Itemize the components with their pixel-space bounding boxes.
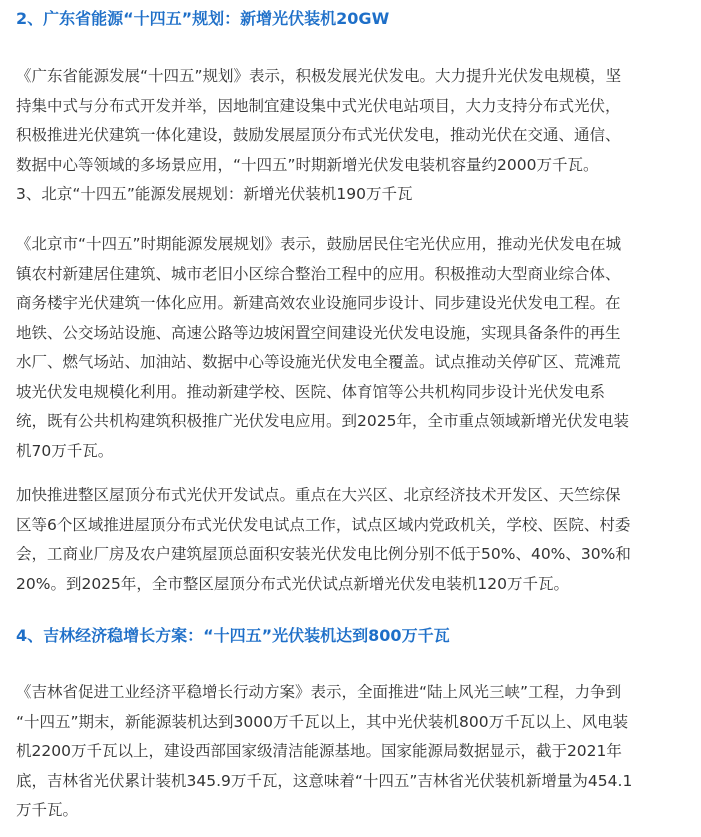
paragraph-line: 数据中心等领域的多场景应用，“十四五”时期新增光伏发电装机容量约2000万千瓦。 bbox=[16, 155, 599, 174]
paragraph-line: 坡光伏发电规模化利用。推动新建学校、医院、体育馆等公共机构同步设计光伏发电系 bbox=[16, 382, 606, 401]
paragraph-line: 镇农村新建居住建筑、城市老旧小区综合整治工程中的应用。积极推动大型商业综合体、 bbox=[16, 264, 621, 283]
paragraph-line: 水厂、燃气场站、加油站、数据中心等设施光伏发电全覆盖。试点推动关停矿区、荒滩荒 bbox=[16, 353, 621, 371]
paragraph-line: 《吉林省促进工业经济平稳增长行动方案》表示，全面推进“陆上风光三峡”工程，力争到 bbox=[16, 683, 622, 701]
paragraph-line: 底，吉林省光伏累计装机345.9万千瓦，这意味着“十四五”吉林省光伏装机新增量为454.1 bbox=[16, 771, 633, 790]
paragraph-line: 地铁、公交场站设施、高速公路等边坡闲置空间建设光伏发电设施，实现具备条件的再生 bbox=[16, 323, 621, 342]
section-3-heading: 3、北京“十四五”能源发展规划：新增光伏装机190万千瓦 bbox=[16, 185, 413, 203]
paragraph-line: 万千瓦。 bbox=[16, 801, 79, 819]
section-4-paragraph bbox=[16, 678, 693, 826]
paragraph-line: 积极推进光伏建筑一体化建设，鼓励发展屋顶分布式光伏发电，推动光伏在交通、通信、 bbox=[16, 126, 621, 144]
paragraph-line: 持集中式与分布式开发并举，因地制宜建设集中式光伏电站项目，大力支持分布式光伏， bbox=[16, 96, 621, 115]
section-4-heading: 4、吉林经济稳增长方案：“十四五”光伏装机达到800万千瓦 bbox=[16, 626, 450, 645]
section-3-heading-line bbox=[16, 180, 693, 210]
paragraph-line: 区等6个区域推进屋顶分布式光伏发电试点工作，试点区域内党政机关，学校、医院、村委 bbox=[16, 515, 631, 534]
section-2-paragraph bbox=[16, 62, 693, 180]
paragraph-line: 机70万千瓦。 bbox=[16, 441, 114, 460]
paragraph-line: 《北京市“十四五”时期能源发展规划》表示，鼓励居民住宅光伏应用，推动光伏发电在城 bbox=[16, 235, 622, 253]
section-2-heading: 2、广东省能源“十四五”规划：新增光伏装机20GW bbox=[16, 9, 390, 28]
paragraph-line: 《广东省能源发展“十四五”规划》表示，积极发展光伏发电。大力提升光伏发电规模，坚 bbox=[16, 67, 622, 85]
section-3-paragraph-2 bbox=[16, 481, 693, 599]
paragraph-line: 20%。到2025年，全市整区屋顶分布式光伏试点新增光伏发电装机120万千瓦。 bbox=[16, 574, 569, 593]
paragraph-line: “十四五”期末，新能源装机达到3000万千瓦以上，其中光伏装机800万千瓦以上、风电装 bbox=[16, 712, 629, 731]
paragraph-line: 加快推进整区屋顶分布式光伏开发试点。重点在大兴区、北京经济技术开发区、天竺综保 bbox=[16, 486, 621, 504]
paragraph-line: 会，工商业厂房及农户建筑屋顶总面积安装光伏发电比例分别不低于50%、40%、30%和 bbox=[16, 545, 631, 563]
paragraph-line: 商务楼宇光伏建筑一体化应用。新建高效农业设施同步设计、同步建设光伏发电工程。在 bbox=[16, 294, 621, 312]
paragraph-line: 统，既有公共机构建筑积极推广光伏发电应用。到2025年，全市重点领域新增光伏发电装 bbox=[16, 412, 629, 430]
section-3-paragraph-1 bbox=[16, 230, 693, 466]
paragraph-line: 机2200万千瓦以上，建设西部国家级清洁能源基地。国家能源局数据显示，截于2021年 bbox=[16, 742, 622, 760]
